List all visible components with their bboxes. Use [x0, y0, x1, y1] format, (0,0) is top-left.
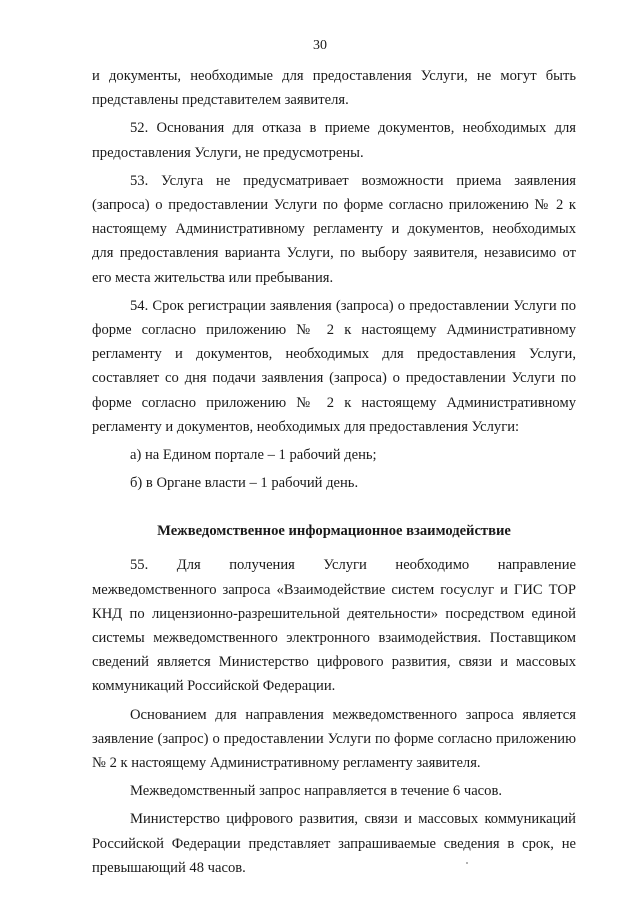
document-body	[92, 64, 576, 884]
paragraph-53: 53. Услуга не предусматривает возможности приема заявления (запроса) о предоставлении Услуги по форме согласно приложению № 2 к настоящему Административному регламенту и документов, необходимых для предоставления варианта Услуги, по выбору заявителя, независимо от его места жительства или пребывания.	[92, 172, 576, 286]
paragraph-54: 54. Срок регистрации заявления (запроса) о предоставлении Услуги по форме согласно приложению № 2 к настоящему Административному регламенту и документов, необходимых для предоставления Услуги, составляет со дня подачи заявления (запроса) о предоставлении Услуги по форме согласно приложению № 2 к настоящему Административному регламенту и документов, необходимых для предоставления Услуги:	[92, 297, 576, 435]
paragraph-basis: Основанием для направления межведомственного запроса является заявление (запрос) о предоставлении Услуги по форме согласно приложению № 2 к настоящему Административному регламенту заявителя.	[92, 706, 576, 772]
paragraph-55: 55. Для получения Услуги необходимо направление межведомственного запроса «Взаимодействие систем госуслуг и ГИС ТОР КНД по лицензионно-разрешительной деятельности» посредством единой системы межведомственного электронного взаимодействия. Поставщиком сведений является Министерство цифрового развития, связи и массовых коммуникаций Российской Федерации.	[92, 557, 576, 695]
list-item-b: б) в Органе власти – 1 рабочий день.	[130, 475, 359, 492]
section-heading: Межведомственное информационное взаимодействие	[157, 523, 511, 540]
scan-speck	[466, 862, 468, 864]
page-number: 30	[313, 38, 327, 53]
paragraph-ministry: Министерство цифрового развития, связи и массовых коммуникаций Российской Федерации представляет запрашиваемые сведения в срок, не превышающий 48 часов.	[92, 811, 576, 876]
paragraph-continuation: и документы, необходимые для предоставления Услуги, не могут быть представлены представителем заявителя.	[92, 68, 576, 109]
paragraph-request-time: Межведомственный запрос направляется в течение 6 часов.	[130, 783, 502, 800]
list-item-a: а) на Едином портале – 1 рабочий день;	[130, 447, 377, 464]
paragraph-52: 52. Основания для отказа в приеме документов, необходимых для предоставления Услуги, не предусмотрены.	[92, 120, 576, 161]
